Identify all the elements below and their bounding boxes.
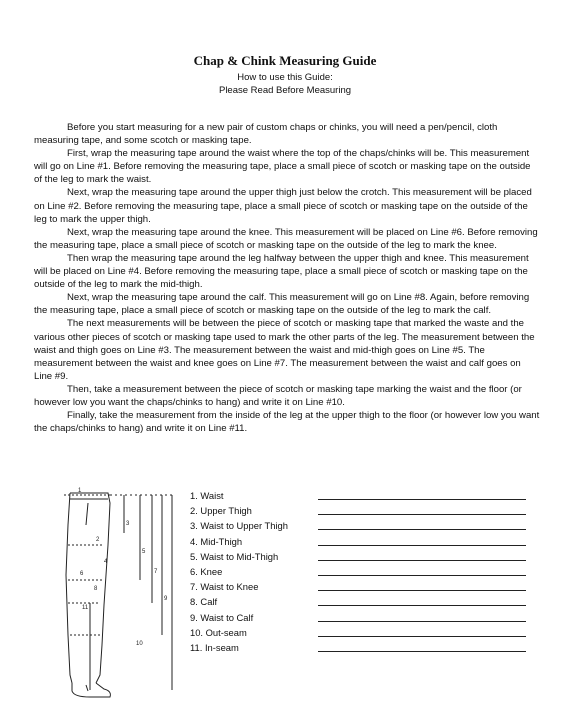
measurement-line [318,560,526,561]
page-title: Chap & Chink Measuring Guide [193,53,377,68]
measurement-label: 3. Waist to Upper Thigh [190,520,288,532]
measurement-label: 11. In-seam [190,641,239,653]
paragraph: Next, wrap the measuring tape around the upper thigh just below the crotch. This measurement will be placed on Line #2. Before removing the measuring tape, place a small piece of scotch or masking tape on the outside of the leg to mark the upper thigh. [34,187,532,225]
measurement-row [190,518,530,533]
leg-measurement-diagram [60,485,182,700]
measurement-row [190,640,530,655]
measurement-line [318,575,526,576]
diagram-label: 11 [82,605,89,611]
jeans-outline [66,493,72,683]
diagram-label: 2 [96,537,100,543]
paragraph: Next, wrap the measuring tape around the calf. This measurement will go on Line #8. Again, before removing the measuring tape, place a small piece of scotch or masking tape on the outside of the leg to mark the calf. [34,292,530,317]
diagram-label: 4 [104,559,108,565]
measurement-row [190,594,530,609]
measurement-row [190,564,530,579]
diagram-label: 5 [142,549,146,555]
diagram-label: 7 [154,569,158,575]
paragraph: Then, take a measurement between the piece of scotch or masking tape marking the waist and the floor (or however low you want the chaps/chinks to hang) and write it on Line #10. [34,383,522,408]
measurement-line [318,499,526,500]
measurement-label: 6. Knee [190,565,223,577]
measurement-line [318,651,526,652]
measurement-row [190,625,530,640]
measurement-row [190,549,530,564]
measurement-row [190,488,530,503]
measurement-label: 10. Out-seam [190,626,247,638]
diagram-label: 10 [136,641,143,647]
measurement-label: 5. Waist to Mid-Thigh [190,550,279,562]
measurement-label: 1. Waist [190,490,224,501]
diagram-label: 6 [80,571,84,577]
diagram-label: 9 [164,596,168,602]
measurement-line [318,605,526,606]
diagram-label: 8 [94,586,98,592]
measurement-label: 8. Calf [190,596,218,608]
diagram-label: 1 [78,488,82,494]
measurement-line [318,590,526,591]
paragraph: Before you start measuring for a new pair of custom chaps or chinks, you will need a pen/pencil, cloth measuring tape, and some scotch or masking tape. [34,122,498,147]
measurement-list [190,488,530,655]
measurement-label: 9. Waist to Calf [190,611,254,623]
paragraph: Then wrap the measuring tape around the leg halfway between the upper thigh and knee. This measurement will be placed on Line #4. Before removing the measuring tape, place a small piece of scotch or masking tape on the outside of the leg to mark the mid-thigh. [34,252,529,291]
measurement-row [190,610,530,625]
measurement-line [318,545,526,546]
boot-outline [72,683,110,697]
measurement-line [318,636,526,637]
measurement-line [318,514,526,515]
measurement-label: 2. Upper Thigh [190,505,252,517]
measurement-label: 4. Mid-Thigh [190,535,243,547]
subtitle-how-to: How to use this Guide: [237,72,333,83]
paragraph: The next measurements will be between the piece of scotch or masking tape that marked the waste and the various other pieces of scotch or masking tape used to mark the other parts of the leg. The measurement between the waist and thigh goes on Line #3. The measurement between the waist and mid-thigh goes on Line #5. The measurement between the waist and knee goes on Line #7. The measurement between the waist and calf goes on Line #9. [34,318,535,382]
subtitle-read-before: Please Read Before Measuring [218,85,352,96]
measurement-row [190,579,530,594]
diagram-label: 3 [126,521,130,527]
measurement-label: 7. Waist to Knee [190,581,259,593]
instructions-body [34,121,540,435]
measurement-line [318,621,526,622]
paragraph: First, wrap the measuring tape around the waist where the top of the chaps/chinks will be. This measurement will go on Line #1. Before removing the measuring tape, place a small piece of scotch or masking tape on the outside of the leg to mark the waist. [34,148,531,186]
measurement-line [318,529,526,530]
measurement-row [190,503,530,518]
paragraph: Finally, take the measurement from the inside of the leg at the upper thigh to the floor (or however low you want the chaps/chinks to hang) and write it on Line #11. [34,410,540,435]
paragraph: Next, wrap the measuring tape around the knee. This measurement will be placed on Line #6. Before removing the measuring tape, place a small piece of scotch or masking tape on the outside of the leg to mark the knee. [34,226,538,251]
measurement-row [190,534,530,549]
